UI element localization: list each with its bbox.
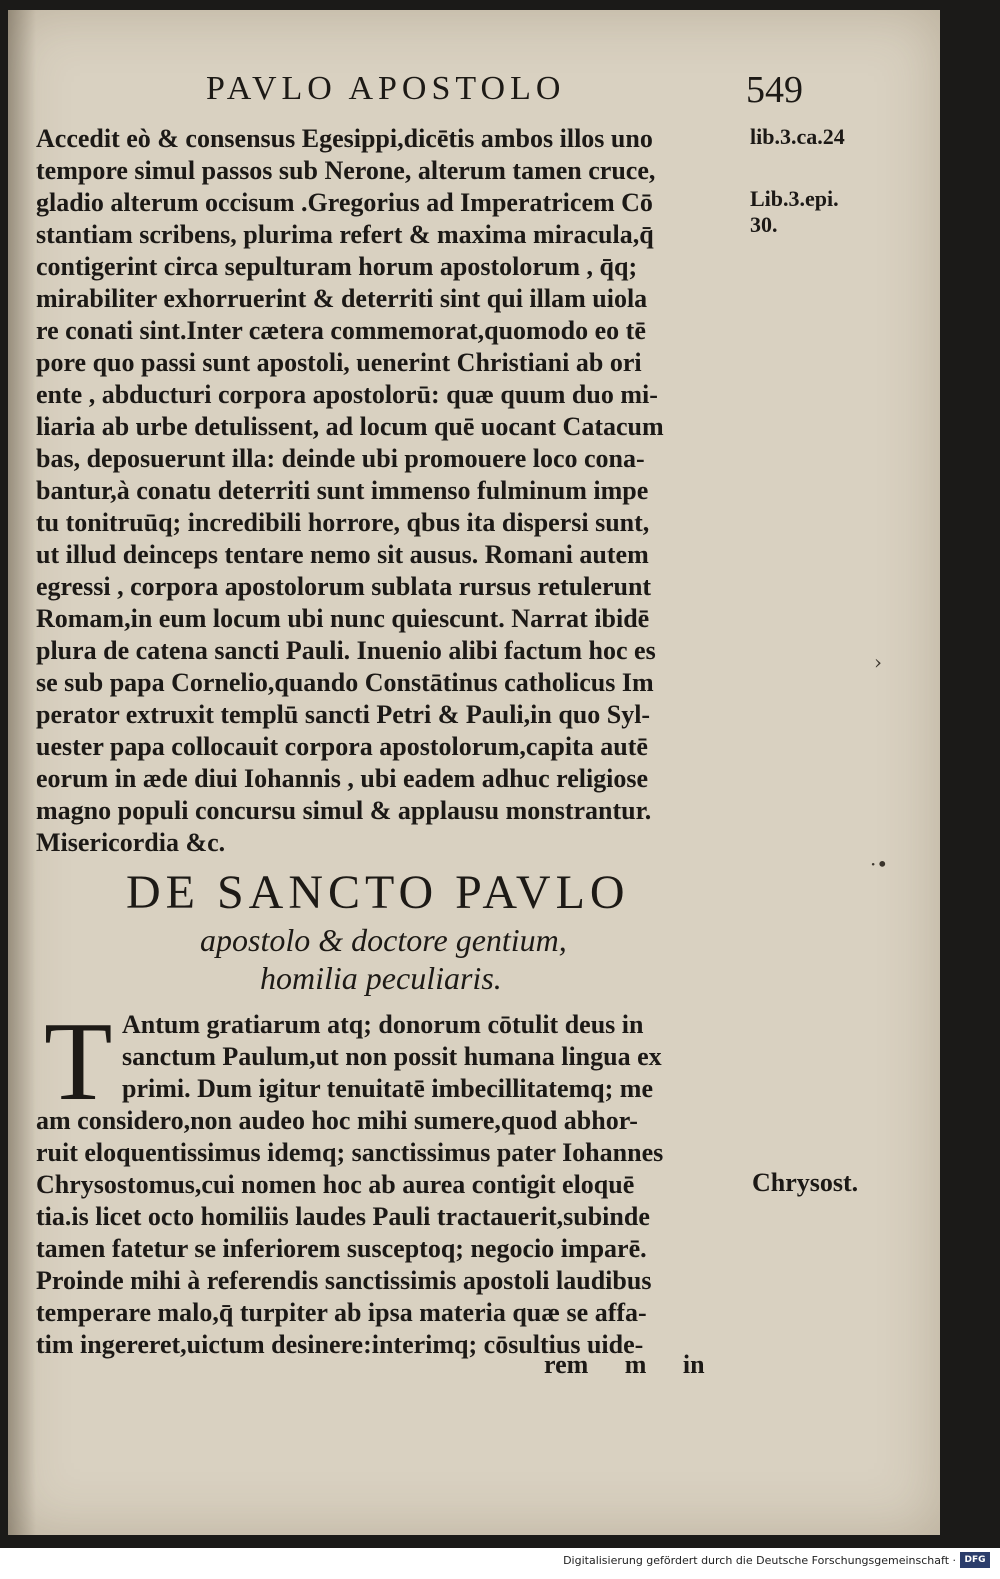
text-line: Romam,in eum locum ubi nunc quiescunt. Narrat ibidē [36, 604, 650, 633]
section-title: DE SANCTO PAVLO [126, 866, 630, 919]
ink-speck: ·• [870, 852, 889, 876]
text-line: pore quo passi sunt apostoli, uenerint Christiani ab ori [36, 348, 642, 377]
text-line: egressi , corpora apostolorum sublata rursus retulerunt [36, 572, 652, 601]
text-line: re conati sint.Inter cætera commemorat,quomodo eo tē [36, 316, 646, 345]
text-line: bantur,à conatu deterriti sunt immenso fulminum impe [36, 476, 649, 505]
text-line: magno populi concursu simul & applausu monstrantur. [36, 796, 652, 825]
ink-speck: › [874, 650, 882, 674]
text-line: uester papa collocauit corpora apostolorum,capita autē [36, 732, 648, 761]
text-line: eorum in æde diui Iohannis , ubi eadem adhuc religiose [36, 764, 649, 793]
text-line: Chrysostomus,cui nomen hoc ab aurea contigit eloquē [36, 1170, 635, 1199]
page-number: 549 [746, 69, 803, 111]
text-line: plura de catena sancti Pauli. Inuenio alibi factum hoc es [36, 636, 656, 665]
text-line: tim ingereret,uictum desinere:interimq; cōsultius uide- [36, 1330, 644, 1359]
text-line: liaria ab urbe detulissent, ad locum quē uocant Catacum [36, 412, 664, 441]
text-line: sanctum Paulum,ut non possit humana lingua ex [122, 1042, 662, 1071]
book-page [8, 10, 940, 1535]
footer-bar [0, 1548, 1000, 1579]
text-line: bas, deposuerunt illa: deinde ubi promouere loco cona- [36, 444, 645, 473]
margin-note: 30. [750, 212, 778, 237]
margin-note: Lib.3.epi. [750, 186, 839, 211]
section-subtitle: homilia peculiaris. [260, 960, 502, 996]
section-subtitle: apostolo & doctore gentium, [200, 922, 567, 958]
text-line: contigerint circa sepulturam horum apostolorum , q̄q; [36, 252, 638, 281]
text-line: Accedit eò & consensus Egesippi,dicētis ambos illos uno [36, 124, 653, 153]
catchword: rem m in [544, 1350, 705, 1379]
text-line: Antum gratiarum atq; donorum cōtulit deus in [122, 1010, 644, 1039]
text-line: tu tonitruūq; incredibili horrore, qbus ita dispersi sunt, [36, 508, 650, 537]
text-line: gladio alterum occisum .Gregorius ad Imperatricem Cō [36, 188, 653, 217]
text-line: ente , abducturi corpora apostolorū: quæ quum duo mi- [36, 380, 658, 409]
text-line: primi. Dum igitur tenuitatē imbecillitatemq; me [122, 1074, 653, 1103]
text-line: tamen fatetur se inferiorem susceptoq; negocio imparē. [36, 1234, 647, 1263]
running-head: PAVLO APOSTOLO [206, 70, 566, 107]
drop-cap: T [44, 1000, 113, 1124]
text-line: ut illud deinceps tentare nemo sit ausus. Romani autem [36, 540, 649, 569]
text-line: se sub papa Cornelio,quando Constātinus catholicus Im [36, 668, 654, 697]
text-line: ruit eloquentissimus idemq; sanctissimus pater Iohannes [36, 1138, 664, 1167]
text-line: tia.is licet octo homiliis laudes Pauli tractauerit,subinde [36, 1202, 650, 1231]
text-line: am considero,non audeo hoc mihi sumere,quod abhor- [36, 1106, 638, 1135]
text-line: tempore simul passos sub Nerone, alterum tamen cruce, [36, 156, 656, 185]
text-line: temperare malo,q̄ turpiter ab ipsa materia quæ se affa- [36, 1298, 647, 1327]
dfg-logo: DFG [960, 1552, 990, 1568]
text-line: mirabiliter exhorruerint & deterriti sint qui illam uiola [36, 284, 648, 313]
funding-credit: Digitalisierung gefördert durch die Deutsche Forschungsgemeinschaft · [563, 1554, 956, 1567]
text-line: Misericordia &c. [36, 828, 226, 857]
margin-note: lib.3.ca.24 [750, 124, 845, 149]
margin-note: Chrysost. [752, 1168, 859, 1197]
text-line: stantiam scribens, plurima refert & maxima miracula,q̄ [36, 220, 654, 249]
gutter-shadow [8, 10, 36, 1535]
text-line: perator extruxit templū sancti Petri & Pauli,in quo Syl- [36, 700, 651, 729]
text-line: Proinde mihi à referendis sanctissimis apostoli laudibus [36, 1266, 652, 1295]
